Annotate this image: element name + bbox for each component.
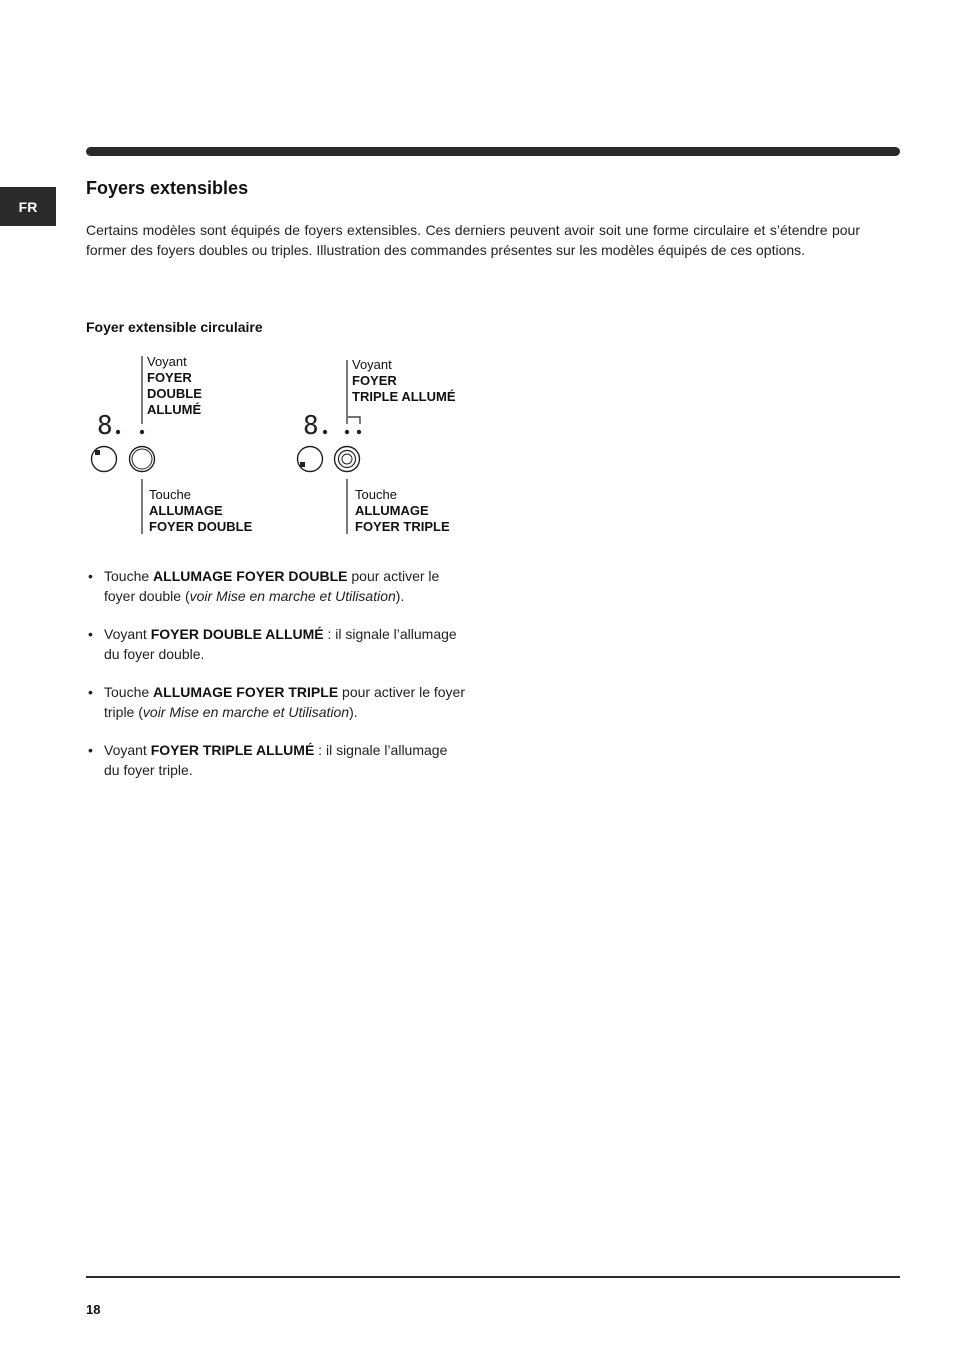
double-zone-button-inner	[132, 449, 152, 469]
power-button-left-mark	[95, 450, 100, 455]
list-item: • Voyant FOYER DOUBLE ALLUMÉ : il signale l’allumage du foyer double.	[88, 626, 457, 662]
display-digit-right: 8	[303, 411, 319, 441]
triple-indicator-light-a	[345, 430, 349, 434]
footer-rule	[86, 1276, 900, 1278]
bullet-list	[86, 567, 466, 799]
power-button-right-mark	[300, 462, 305, 467]
list-item: • Touche ALLUMAGE FOYER DOUBLE pour activer le foyer double (voir Mise en marche et Utilisation).	[88, 568, 440, 604]
control-diagram	[86, 350, 486, 545]
display-dot-left	[116, 430, 120, 434]
label-triple-light: Voyant FOYER TRIPLE ALLUMÉ	[352, 357, 456, 404]
triple-zone-button-middle	[339, 451, 356, 468]
power-button-right	[298, 447, 323, 472]
header-rule	[86, 147, 900, 156]
list-item: • Voyant FOYER TRIPLE ALLUMÉ : il signale l’allumage du foyer triple.	[88, 742, 448, 778]
display-dot-right	[323, 430, 327, 434]
label-double-button: Touche ALLUMAGE FOYER DOUBLE	[149, 487, 253, 534]
section-title: Foyers extensibles	[86, 178, 249, 198]
double-zone-button-outer	[130, 447, 155, 472]
triple-zone-button-inner	[342, 454, 352, 464]
label-triple-button: Touche ALLUMAGE FOYER TRIPLE	[355, 487, 450, 534]
intro-paragraph: Certains modèles sont équipés de foyers extensibles. Ces derniers peuvent avoir soit une forme circulaire et s’étendre pour former des foyers doubles ou triples. Illustration des commandes présentes sur les modèles équipés de ces options.	[86, 222, 860, 258]
language-tab: FR	[0, 187, 56, 226]
page-number: 18	[86, 1302, 101, 1317]
list-item: • Touche ALLUMAGE FOYER TRIPLE pour activer le foyer triple (voir Mise en marche et Utilisation).	[88, 684, 466, 720]
double-indicator-light	[140, 430, 144, 434]
triple-indicator-light-b	[357, 430, 361, 434]
display-digit-left: 8	[97, 411, 113, 441]
callout-bracket-triple	[348, 417, 360, 424]
subsection-heading: Foyer extensible circulaire	[86, 319, 263, 335]
label-double-light: Voyant FOYER DOUBLE ALLUMÉ	[147, 354, 202, 417]
